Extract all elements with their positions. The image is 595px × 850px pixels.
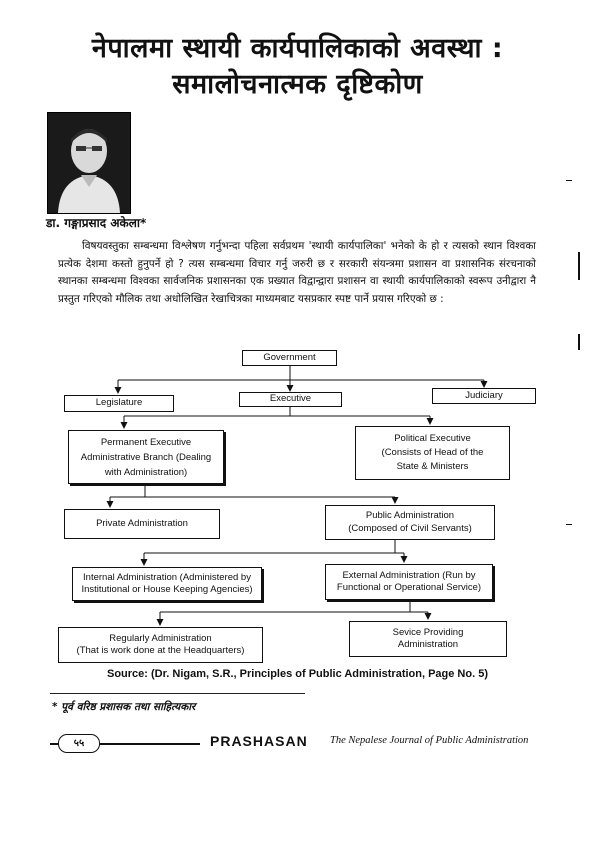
node-internal-administration-line-1: Internal Administration (Administered by xyxy=(83,571,251,583)
node-public-administration-line-1: Public Administration xyxy=(365,510,455,521)
journal-name: PRASHASAN xyxy=(210,733,308,749)
node-internal-administration-line-2: Institutional or House Keeping Agencies) xyxy=(81,584,253,595)
node-private-administration xyxy=(64,509,220,539)
node-executive-label: Executive xyxy=(269,393,312,405)
node-political-executive-line-2: (Consists of Head of the xyxy=(381,447,484,458)
node-regularly-administration-line-1: Regularly Administration xyxy=(109,632,212,644)
intro-paragraph-text: विषयवस्तुका सम्बन्धमा विश्लेषण गर्नुभन्दा पहिला सर्वप्रथम 'स्थायी कार्यपालिका' भनेको के हो र त्यसको स्थान विश्वका प्रत्येक देशमा कस्तो हुनुपर्ने हो ? त्यस सम्बन्धमा विचार गर्नु जरुरी छ र सरकारी संयन्त्रमा प्रशासन वा प्रशासनिक संरचनाको स्थानका सम्बन्धमा विश्वका सार्वजनिक प्रशासनका एक प्रख्यात विद्वान्द्वारा प्रशासन वा स्थायी कार्यपालिकाको स्वरूप उनीद्वारा नै प्रस्तुत गरिएको मौलिक तथा अधोलिखित रेखाचित्रका माध्यमबाट यसप्रकार स्पष्ट पार्ने प्रयास गरिएको छ : xyxy=(58,240,536,305)
scan-margin-mark xyxy=(578,334,580,350)
node-private-administration-label: Private Administration xyxy=(96,517,188,529)
node-political-executive-line-1: Political Executive xyxy=(394,433,471,444)
scan-margin-mark xyxy=(578,252,580,280)
node-executive xyxy=(239,392,342,407)
node-regularly-administration-line-2: (That is work done at the Headquarters) xyxy=(76,645,245,656)
node-political-executive xyxy=(355,426,510,480)
diagram-source-caption: Source: (Dr. Nigam, S.R., Principles of Public Administration, Page No. 5) xyxy=(107,668,488,680)
node-service-providing-line-1: Sevice Providing xyxy=(392,626,464,638)
author-footnote: * पूर्व वरिष्ठ प्रशासक तथा साहित्यकार xyxy=(52,701,196,713)
author-portrait-image xyxy=(48,113,130,213)
journal-subtitle: The Nepalese Journal of Public Administration xyxy=(330,735,529,746)
node-judiciary-label: Judiciary xyxy=(465,389,503,401)
article-title-line-2: समालोचनात्मक दृष्टिकोण xyxy=(172,69,423,100)
author-name: डा. गङ्गाप्रसाद अकेला* xyxy=(46,216,147,230)
node-permanent-executive-line-2: Administrative Branch (Dealing xyxy=(80,451,212,463)
node-permanent-executive-line-1: Permanent Executive xyxy=(100,436,192,448)
node-legislature xyxy=(64,395,174,412)
node-legislature-label: Legislature xyxy=(95,397,143,409)
node-external-administration-line-1: External Administration (Run by xyxy=(342,569,476,581)
page-number: ५५ xyxy=(58,734,100,753)
intro-paragraph xyxy=(58,238,536,308)
node-external-administration xyxy=(325,564,493,600)
scan-margin-mark xyxy=(566,180,572,181)
footnote-rule xyxy=(50,693,305,694)
scan-margin-mark xyxy=(566,524,572,525)
node-public-administration-line-2: (Composed of Civil Servants) xyxy=(348,522,472,534)
node-internal-administration xyxy=(72,567,262,601)
node-public-administration xyxy=(325,505,495,540)
node-government xyxy=(242,350,337,366)
node-service-providing-line-2: Administration xyxy=(397,639,459,650)
node-external-administration-line-2: Functional or Operational Service) xyxy=(336,582,482,593)
node-permanent-executive xyxy=(68,430,224,484)
node-political-executive-line-3: State & Ministers xyxy=(396,461,469,472)
node-service-providing xyxy=(349,621,507,657)
article-title-line-1: नेपालमा स्थायी कार्यपालिकाको अवस्था : xyxy=(91,33,504,64)
node-government-label: Government xyxy=(263,351,316,363)
node-judiciary xyxy=(432,388,536,404)
node-permanent-executive-line-3: with Administration) xyxy=(104,466,188,478)
node-regularly-administration xyxy=(58,627,263,663)
author-photo xyxy=(47,112,131,214)
